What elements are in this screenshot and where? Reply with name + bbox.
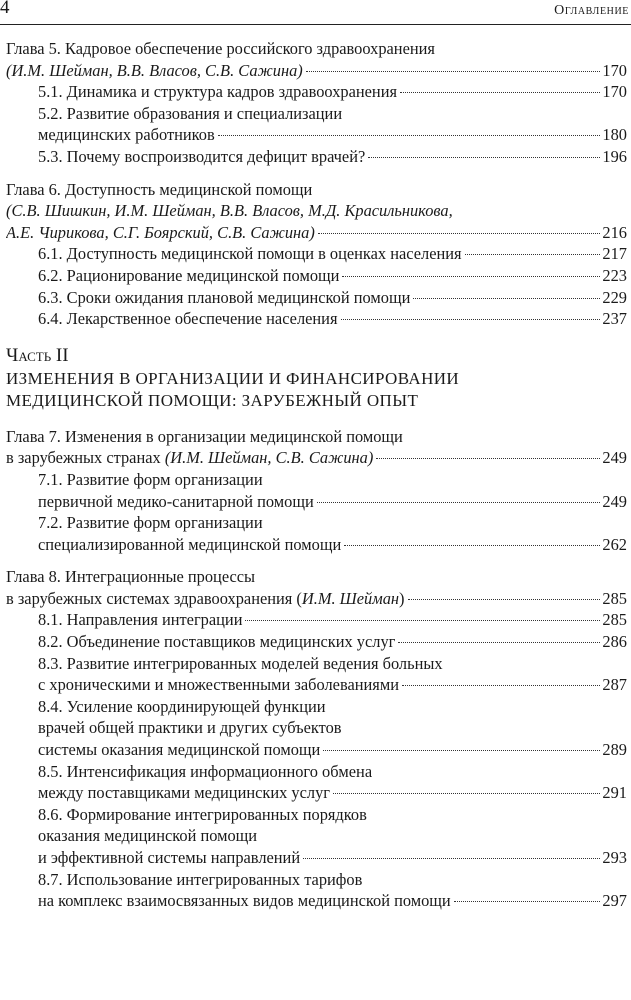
dot-leader — [317, 502, 601, 503]
section-5-2-page: 180 — [602, 125, 627, 145]
section-7-1-title: 7.1. Развитие форм организации — [38, 469, 263, 489]
section-7-2-title: 7.2. Развитие форм организации — [38, 513, 263, 533]
dot-leader — [303, 858, 600, 859]
section-6-4-title: 6.4. Лекарственное обеспечение населения — [38, 309, 338, 329]
section-8-2-entry[interactable] — [6, 631, 627, 653]
dot-leader — [218, 135, 601, 136]
section-8-5-page: 291 — [602, 783, 627, 803]
section-6-3-title: 6.3. Сроки ожидания плановой медицинской помощи — [38, 287, 411, 307]
section-6-3-entry[interactable] — [6, 287, 627, 309]
section-8-7-entry[interactable] — [6, 890, 627, 912]
section-6-4-page: 237 — [602, 309, 627, 329]
section-7-2-title-cont: специализированной медицинской помощи — [38, 534, 342, 554]
dot-leader — [344, 545, 600, 546]
section-8-5-entry[interactable] — [6, 782, 627, 804]
dot-leader — [341, 319, 601, 320]
table-of-contents — [6, 38, 627, 912]
dot-leader — [318, 233, 601, 234]
running-header — [0, 0, 631, 25]
section-6-1-page: 217 — [602, 244, 627, 264]
section-8-2-page: 286 — [602, 632, 627, 652]
chapter-7-authors: (И.М. Шейман, С.В. Сажина) — [164, 448, 374, 468]
section-5-1-entry[interactable] — [6, 81, 627, 103]
section-6-4-entry[interactable] — [6, 308, 627, 330]
section-7-1-entry[interactable] — [6, 491, 627, 513]
chapter-6-page: 216 — [602, 222, 627, 242]
page-number: 4 — [0, 0, 10, 18]
chapter-5-page: 170 — [602, 60, 627, 80]
section-8-4-title-cont: врачей общей практики и других субъектов — [38, 718, 342, 738]
section-8-6-entry[interactable] — [6, 847, 627, 869]
chapter-5-title: Глава 5. Кадровое обеспечение российского здравоохранения — [6, 39, 435, 58]
chapter-5-entry[interactable] — [6, 60, 627, 82]
dot-leader — [376, 458, 600, 459]
dot-leader — [333, 793, 600, 794]
dot-leader — [245, 620, 600, 621]
section-8-3-title-cont: с хроническими и множественными заболеваниями — [38, 675, 399, 695]
section-7-1-page: 249 — [602, 491, 627, 511]
section-6-2-title: 6.2. Рационирование медицинской помощи — [38, 265, 340, 285]
section-8-2-title: 8.2. Объединение поставщиков медицинских услуг — [38, 632, 396, 652]
dot-leader — [398, 642, 600, 643]
part-2-title-line-2: МЕДИЦИНСКОЙ ПОМОЩИ: ЗАРУБЕЖНЫЙ ОПЫТ — [6, 390, 419, 410]
section-5-3-page: 196 — [602, 146, 627, 166]
section-8-6-title-end: и эффективной системы направлений — [38, 848, 301, 867]
part-2-label: Часть II — [6, 344, 69, 366]
section-6-1-entry[interactable] — [6, 243, 627, 265]
section-8-7-title-cont: на комплекс взаимосвязанных видов медицинской помощи — [38, 891, 451, 911]
section-8-1-title: 8.1. Направления интеграции — [38, 610, 243, 630]
chapter-6-title: Глава 6. Доступность медицинской помощи — [6, 179, 313, 199]
chapter-6-authors-cont: А.Е. Чирикова, С.Г. Боярский, С.В. Сажина) — [6, 222, 315, 242]
section-8-4-title: 8.4. Усиление координирующей функции — [38, 696, 326, 716]
section-8-5-title-cont: между поставщиками медицинских услуг — [38, 783, 330, 803]
dot-leader — [402, 685, 600, 686]
section-8-1-page: 285 — [602, 610, 627, 630]
section-8-3-entry[interactable] — [6, 674, 627, 696]
section-8-5-title: 8.5. Интенсификация информационного обмена — [38, 761, 373, 781]
section-8-7-page: 297 — [602, 891, 627, 911]
section-5-3-title: 5.3. Почему воспроизводится дефицит врачей? — [38, 146, 366, 166]
chapter-7-title: Глава 7. Изменения в организации медицинской помощи — [6, 426, 403, 446]
section-8-1-entry[interactable] — [6, 609, 627, 631]
chapter-8-page: 285 — [602, 588, 627, 608]
section-8-4-page: 289 — [602, 740, 627, 760]
section-8-6-title-cont: оказания медицинской помощи — [38, 826, 258, 846]
chapter-8-title-cont: в зарубежных системах здравоохранения ( — [6, 588, 302, 608]
section-6-2-entry[interactable] — [6, 265, 627, 287]
section-8-4-title-end: системы оказания медицинской помощи — [38, 740, 321, 760]
dot-leader — [454, 901, 601, 902]
section-8-3-page: 287 — [602, 675, 627, 695]
chapter-7-entry[interactable] — [6, 447, 627, 469]
section-6-1-title: 6.1. Доступность медицинской помощи в оценках населения — [38, 244, 462, 264]
section-5-2-entry[interactable] — [6, 124, 627, 146]
chapter-7-page: 249 — [602, 448, 627, 468]
section-6-3-page: 229 — [602, 287, 627, 307]
chapter-8-title: Глава 8. Интеграционные процессы — [6, 567, 256, 587]
section-7-2-page: 262 — [602, 534, 627, 554]
dot-leader — [413, 298, 600, 299]
dot-leader — [306, 71, 601, 72]
dot-leader — [323, 750, 600, 751]
chapter-5-authors: (И.М. Шейман, В.В. Власов, С.В. Сажина) — [6, 60, 303, 80]
section-5-2-title: 5.2. Развитие образования и специализации — [38, 103, 343, 123]
section-5-1-page: 170 — [602, 82, 627, 102]
chapter-8-authors: И.М. Шейман — [301, 588, 400, 608]
section-8-7-title: 8.7. Использование интегрированных тарифов — [38, 869, 363, 889]
section-8-6-title: 8.6. Формирование интегрированных порядков — [38, 804, 367, 824]
running-title: Оглавление — [554, 3, 629, 18]
section-5-3-entry[interactable] — [6, 146, 627, 168]
section-8-3-title: 8.3. Развитие интегрированных моделей ведения больных — [38, 653, 443, 673]
section-5-2-title-cont: медицинских работников — [38, 125, 215, 145]
chapter-6-authors: (С.В. Шишкин, И.М. Шейман, В.В. Власов, М.Д. Красильникова, — [6, 201, 453, 221]
chapter-6-entry[interactable] — [6, 222, 627, 244]
chapter-7-title-cont: в зарубежных странах — [6, 448, 161, 468]
section-7-1-title-cont: первичной медико-санитарной помощи — [38, 491, 314, 511]
chapter-8-entry[interactable]: в зарубежных системах здравоохранения (И.М. Шейман) 285 — [6, 588, 627, 608]
section-5-1-title: 5.1. Динамика и структура кадров здравоохранения — [38, 82, 398, 102]
section-8-4-entry[interactable] — [6, 739, 627, 761]
dot-leader — [465, 254, 601, 255]
dot-leader — [368, 157, 600, 158]
section-6-2-page: 223 — [602, 265, 627, 285]
part-2-title-line-1: ИЗМЕНЕНИЯ В ОРГАНИЗАЦИИ И ФИНАНСИРОВАНИИ — [6, 368, 460, 388]
section-7-2-entry[interactable] — [6, 534, 627, 556]
section-8-6-page: 293 — [602, 848, 627, 867]
dot-leader — [342, 276, 600, 277]
dot-leader — [400, 92, 600, 93]
dot-leader — [408, 599, 601, 600]
